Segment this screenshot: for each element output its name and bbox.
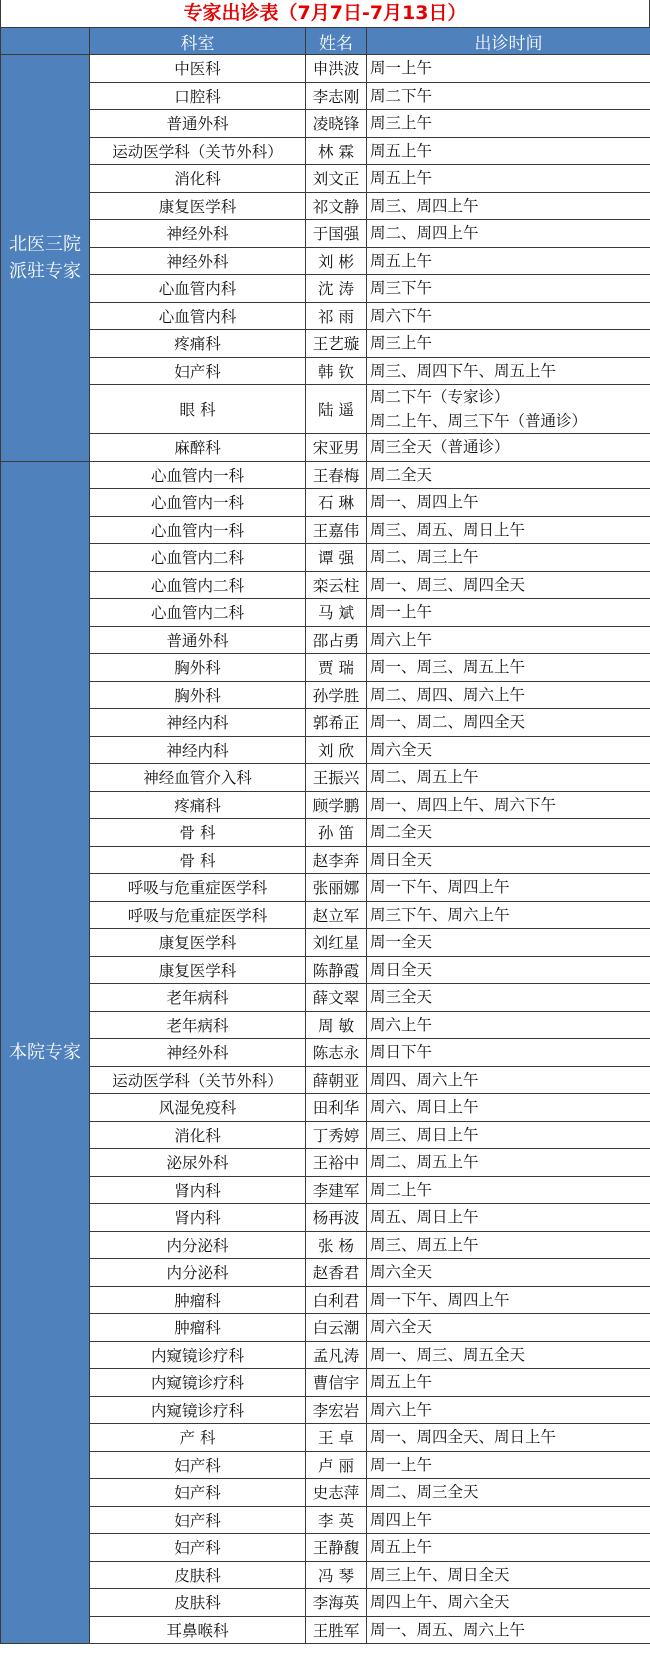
doctor-name-cell: 赵香君 [306, 1259, 367, 1287]
clinic-time-cell: 周五上午 [367, 1369, 650, 1397]
doctor-name-cell: 沈 涛 [306, 275, 367, 303]
doctor-name-cell: 王静馥 [306, 1534, 367, 1562]
table-row [1, 1094, 650, 1122]
table-row [1, 137, 650, 165]
doctor-name-cell: 谭 强 [306, 544, 367, 572]
table-row [1, 1561, 650, 1589]
doctor-name-cell: 石 琳 [306, 489, 367, 517]
doctor-name-cell: 孟凡涛 [306, 1341, 367, 1369]
doctor-name-cell: 刘 欣 [306, 736, 367, 764]
dept-cell: 疼痛科 [90, 791, 306, 819]
table-row [1, 110, 650, 138]
table-row [1, 791, 650, 819]
clinic-time-cell: 周二下午（专家诊） 周二上午、周三下午（普通诊） [367, 385, 650, 434]
doctor-name-cell: 李志刚 [306, 82, 367, 110]
dept-cell: 内窥镜诊疗科 [90, 1369, 306, 1397]
dept-cell: 风湿免疫科 [90, 1094, 306, 1122]
clinic-time-cell: 周二全天 [367, 461, 650, 489]
clinic-time-cell: 周一、周三、周四全天 [367, 571, 650, 599]
dept-cell: 普通外科 [90, 110, 306, 138]
table-row [1, 846, 650, 874]
doctor-name-cell: 李海英 [306, 1589, 367, 1617]
doctor-name-cell: 史志萍 [306, 1479, 367, 1507]
doctor-name-cell: 祁文静 [306, 192, 367, 220]
doctor-name-cell: 薛文翠 [306, 984, 367, 1012]
doctor-name-cell: 陈志永 [306, 1039, 367, 1067]
dept-cell: 内分泌科 [90, 1231, 306, 1259]
doctor-name-cell: 王艺璇 [306, 330, 367, 358]
page-title: 专家出诊表（7月7日-7月13日） [0, 0, 650, 27]
dept-cell: 产 科 [90, 1424, 306, 1452]
dept-cell: 老年病科 [90, 984, 306, 1012]
doctor-name-cell: 白利君 [306, 1286, 367, 1314]
doctor-name-cell: 陆 遥 [306, 385, 367, 434]
clinic-time-cell: 周四、周六上午 [367, 1066, 650, 1094]
doctor-name-cell: 白云潮 [306, 1314, 367, 1342]
table-row [1, 1396, 650, 1424]
dept-cell: 骨 科 [90, 846, 306, 874]
doctor-name-cell: 栾云柱 [306, 571, 367, 599]
table-row [1, 544, 650, 572]
table-row [1, 330, 650, 358]
dept-cell: 康复医学科 [90, 929, 306, 957]
dept-cell: 康复医学科 [90, 956, 306, 984]
dept-cell: 疼痛科 [90, 330, 306, 358]
doctor-name-cell: 申洪波 [306, 55, 367, 83]
dept-cell: 消化科 [90, 165, 306, 193]
table-row [1, 275, 650, 303]
clinic-time-cell: 周日全天 [367, 846, 650, 874]
clinic-time-cell: 周五上午 [367, 247, 650, 275]
clinic-time-cell: 周五上午 [367, 165, 650, 193]
clinic-time-cell: 周二下午 [367, 82, 650, 110]
dept-cell: 妇产科 [90, 1451, 306, 1479]
table-row [1, 220, 650, 248]
dept-cell: 呼吸与危重症医学科 [90, 874, 306, 902]
table-row [1, 1176, 650, 1204]
dept-cell: 康复医学科 [90, 192, 306, 220]
dept-cell: 妇产科 [90, 1534, 306, 1562]
dept-cell: 妇产科 [90, 357, 306, 385]
clinic-time-cell: 周二、周五上午 [367, 1149, 650, 1177]
clinic-time-cell: 周二全天 [367, 819, 650, 847]
table-row [1, 874, 650, 902]
table-row [1, 956, 650, 984]
clinic-time-cell: 周三、周四上午 [367, 192, 650, 220]
dept-cell: 呼吸与危重症医学科 [90, 901, 306, 929]
table-row [1, 929, 650, 957]
header-name: 姓名 [306, 28, 367, 55]
table-row [1, 489, 650, 517]
clinic-time-cell: 周一下午、周四上午 [367, 1286, 650, 1314]
doctor-name-cell: 邵占勇 [306, 626, 367, 654]
table-row [1, 1341, 650, 1369]
clinic-time-cell: 周三、周五上午 [367, 1231, 650, 1259]
doctor-name-cell: 孙 笛 [306, 819, 367, 847]
doctor-name-cell: 马 斌 [306, 599, 367, 627]
clinic-time-cell: 周五、周日上午 [367, 1204, 650, 1232]
table-row [1, 764, 650, 792]
table-row [1, 1231, 650, 1259]
doctor-name-cell: 陈静霞 [306, 956, 367, 984]
dept-cell: 胸外科 [90, 681, 306, 709]
dept-cell: 心血管内科 [90, 275, 306, 303]
doctor-name-cell: 王振兴 [306, 764, 367, 792]
table-row [1, 1369, 650, 1397]
doctor-name-cell: 丁秀婷 [306, 1121, 367, 1149]
table-row [1, 819, 650, 847]
doctor-name-cell: 宋亚男 [306, 434, 367, 462]
clinic-time-cell: 周三全天（普通诊） [367, 434, 650, 462]
dept-cell: 胸外科 [90, 654, 306, 682]
doctor-name-cell: 凌晓锋 [306, 110, 367, 138]
dept-cell: 耳鼻喉科 [90, 1616, 306, 1644]
doctor-name-cell: 赵立军 [306, 901, 367, 929]
table-row [1, 626, 650, 654]
doctor-name-cell: 李建军 [306, 1176, 367, 1204]
doctor-name-cell: 杨再波 [306, 1204, 367, 1232]
header-group [1, 28, 90, 55]
clinic-time-cell: 周三上午、周日全天 [367, 1561, 650, 1589]
table-row [1, 1589, 650, 1617]
table-row [1, 302, 650, 330]
doctor-name-cell: 顾学鹏 [306, 791, 367, 819]
clinic-time-cell: 周一全天 [367, 929, 650, 957]
table-row [1, 709, 650, 737]
doctor-name-cell: 林 霖 [306, 137, 367, 165]
dept-cell: 肾内科 [90, 1204, 306, 1232]
doctor-name-cell: 王嘉伟 [306, 516, 367, 544]
table-row [1, 681, 650, 709]
clinic-time-cell: 周六、周日上午 [367, 1094, 650, 1122]
doctor-name-cell: 祁 雨 [306, 302, 367, 330]
table-row [1, 1259, 650, 1287]
header-time: 出诊时间 [367, 28, 650, 55]
dept-cell: 神经血管介入科 [90, 764, 306, 792]
table-row [1, 516, 650, 544]
dept-cell: 泌尿外科 [90, 1149, 306, 1177]
header-dept: 科室 [90, 28, 306, 55]
clinic-time-cell: 周一上午 [367, 55, 650, 83]
clinic-time-cell: 周六上午 [367, 626, 650, 654]
dept-cell: 内分泌科 [90, 1259, 306, 1287]
clinic-time-cell: 周六全天 [367, 736, 650, 764]
doctor-name-cell: 于国强 [306, 220, 367, 248]
dept-cell: 皮肤科 [90, 1561, 306, 1589]
table-row [1, 1121, 650, 1149]
clinic-time-cell: 周二、周四上午 [367, 220, 650, 248]
table-row [1, 192, 650, 220]
dept-cell: 消化科 [90, 1121, 306, 1149]
dept-cell: 内窥镜诊疗科 [90, 1396, 306, 1424]
table-row [1, 1039, 650, 1067]
table-row [1, 357, 650, 385]
table-row [1, 434, 650, 462]
group-label: 本院专家 [1, 461, 90, 1644]
doctor-name-cell: 李 英 [306, 1506, 367, 1534]
doctor-name-cell: 周 敏 [306, 1011, 367, 1039]
dept-cell: 心血管内一科 [90, 516, 306, 544]
dept-cell: 口腔科 [90, 82, 306, 110]
doctor-name-cell: 王裕中 [306, 1149, 367, 1177]
dept-cell: 普通外科 [90, 626, 306, 654]
group-label: 北医三院派驻专家 [1, 55, 90, 462]
doctor-name-cell: 郭希正 [306, 709, 367, 737]
table-row [1, 385, 650, 434]
dept-cell: 心血管内二科 [90, 544, 306, 572]
clinic-time-cell: 周二上午 [367, 1176, 650, 1204]
table-row [1, 984, 650, 1012]
doctor-name-cell: 王胜军 [306, 1616, 367, 1644]
clinic-time-cell: 周六全天 [367, 1314, 650, 1342]
dept-cell: 老年病科 [90, 1011, 306, 1039]
doctor-name-cell: 张丽娜 [306, 874, 367, 902]
doctor-name-cell: 田利华 [306, 1094, 367, 1122]
doctor-name-cell: 王 卓 [306, 1424, 367, 1452]
table-row [1, 165, 650, 193]
doctor-name-cell: 刘 彬 [306, 247, 367, 275]
table-row [1, 1534, 650, 1562]
clinic-time-cell: 周五上午 [367, 1534, 650, 1562]
doctor-name-cell: 卢 丽 [306, 1451, 367, 1479]
schedule-table [0, 27, 650, 1644]
dept-cell: 神经内科 [90, 709, 306, 737]
table-row [1, 599, 650, 627]
clinic-time-cell: 周六下午 [367, 302, 650, 330]
clinic-time-cell: 周日下午 [367, 1039, 650, 1067]
clinic-time-cell: 周三、周四下午、周五上午 [367, 357, 650, 385]
dept-cell: 运动医学科（关节外科） [90, 1066, 306, 1094]
clinic-time-cell: 周三全天 [367, 984, 650, 1012]
table-row [1, 1451, 650, 1479]
clinic-time-cell: 周四上午 [367, 1506, 650, 1534]
clinic-time-cell: 周五上午 [367, 137, 650, 165]
dept-cell: 中医科 [90, 55, 306, 83]
doctor-name-cell: 贾 瑞 [306, 654, 367, 682]
clinic-time-cell: 周二、周五上午 [367, 764, 650, 792]
clinic-time-cell: 周三下午 [367, 275, 650, 303]
clinic-time-cell: 周一、周四上午、周六下午 [367, 791, 650, 819]
clinic-time-cell: 周二、周三上午 [367, 544, 650, 572]
dept-cell: 神经外科 [90, 220, 306, 248]
doctor-name-cell: 曹信宇 [306, 1369, 367, 1397]
dept-cell: 妇产科 [90, 1479, 306, 1507]
dept-cell: 骨 科 [90, 819, 306, 847]
dept-cell: 皮肤科 [90, 1589, 306, 1617]
header-row [1, 28, 650, 55]
dept-cell: 心血管内一科 [90, 461, 306, 489]
table-row [1, 901, 650, 929]
dept-cell: 妇产科 [90, 1506, 306, 1534]
clinic-time-cell: 周一、周四上午 [367, 489, 650, 517]
clinic-time-cell: 周六全天 [367, 1259, 650, 1287]
doctor-name-cell: 张 杨 [306, 1231, 367, 1259]
table-row [1, 736, 650, 764]
clinic-time-cell: 周四上午、周六全天 [367, 1589, 650, 1617]
dept-cell: 肿瘤科 [90, 1314, 306, 1342]
doctor-name-cell: 李宏岩 [306, 1396, 367, 1424]
clinic-time-cell: 周三上午 [367, 330, 650, 358]
clinic-time-cell: 周一、周三、周五全天 [367, 1341, 650, 1369]
table-row [1, 82, 650, 110]
table-row [1, 1506, 650, 1534]
clinic-time-cell: 周一、周五、周六上午 [367, 1616, 650, 1644]
dept-cell: 心血管内二科 [90, 599, 306, 627]
clinic-time-cell: 周三上午 [367, 110, 650, 138]
table-row [1, 1314, 650, 1342]
doctor-name-cell: 刘文正 [306, 165, 367, 193]
table-row [1, 247, 650, 275]
clinic-time-cell: 周一上午 [367, 1451, 650, 1479]
dept-cell: 麻醉科 [90, 434, 306, 462]
dept-cell: 内窥镜诊疗科 [90, 1341, 306, 1369]
dept-cell: 运动医学科（关节外科） [90, 137, 306, 165]
doctor-name-cell: 刘红星 [306, 929, 367, 957]
doctor-name-cell: 韩 钦 [306, 357, 367, 385]
dept-cell: 肿瘤科 [90, 1286, 306, 1314]
clinic-time-cell: 周二、周三全天 [367, 1479, 650, 1507]
table-row [1, 654, 650, 682]
doctor-name-cell: 孙学胜 [306, 681, 367, 709]
clinic-time-cell: 周六上午 [367, 1011, 650, 1039]
doctor-name-cell: 赵李奔 [306, 846, 367, 874]
table-row [1, 1204, 650, 1232]
dept-cell: 眼 科 [90, 385, 306, 434]
clinic-time-cell: 周一上午 [367, 599, 650, 627]
table-row [1, 1616, 650, 1644]
dept-cell: 心血管内科 [90, 302, 306, 330]
table-row [1, 1479, 650, 1507]
clinic-time-cell: 周六上午 [367, 1396, 650, 1424]
dept-cell: 心血管内二科 [90, 571, 306, 599]
clinic-time-cell: 周三、周五、周日上午 [367, 516, 650, 544]
clinic-time-cell: 周二、周四、周六上午 [367, 681, 650, 709]
dept-cell: 神经内科 [90, 736, 306, 764]
dept-cell: 心血管内一科 [90, 489, 306, 517]
clinic-time-cell: 周一下午、周四上午 [367, 874, 650, 902]
clinic-time-cell: 周三、周日上午 [367, 1121, 650, 1149]
doctor-name-cell: 冯 琴 [306, 1561, 367, 1589]
table-row [1, 1149, 650, 1177]
schedule-body [1, 55, 650, 1644]
dept-cell: 肾内科 [90, 1176, 306, 1204]
table-row [1, 1011, 650, 1039]
doctor-name-cell: 王春梅 [306, 461, 367, 489]
clinic-time-cell: 周一、周二、周四全天 [367, 709, 650, 737]
dept-cell: 神经外科 [90, 1039, 306, 1067]
table-row [1, 571, 650, 599]
table-row [1, 1066, 650, 1094]
clinic-time-cell: 周三下午、周六上午 [367, 901, 650, 929]
clinic-time-cell: 周一、周四全天、周日上午 [367, 1424, 650, 1452]
table-row [1, 461, 650, 489]
table-row [1, 1286, 650, 1314]
table-row [1, 55, 650, 83]
clinic-time-cell: 周一、周三、周五上午 [367, 654, 650, 682]
table-row [1, 1424, 650, 1452]
dept-cell: 神经外科 [90, 247, 306, 275]
doctor-name-cell: 薛朝亚 [306, 1066, 367, 1094]
clinic-time-cell: 周日全天 [367, 956, 650, 984]
